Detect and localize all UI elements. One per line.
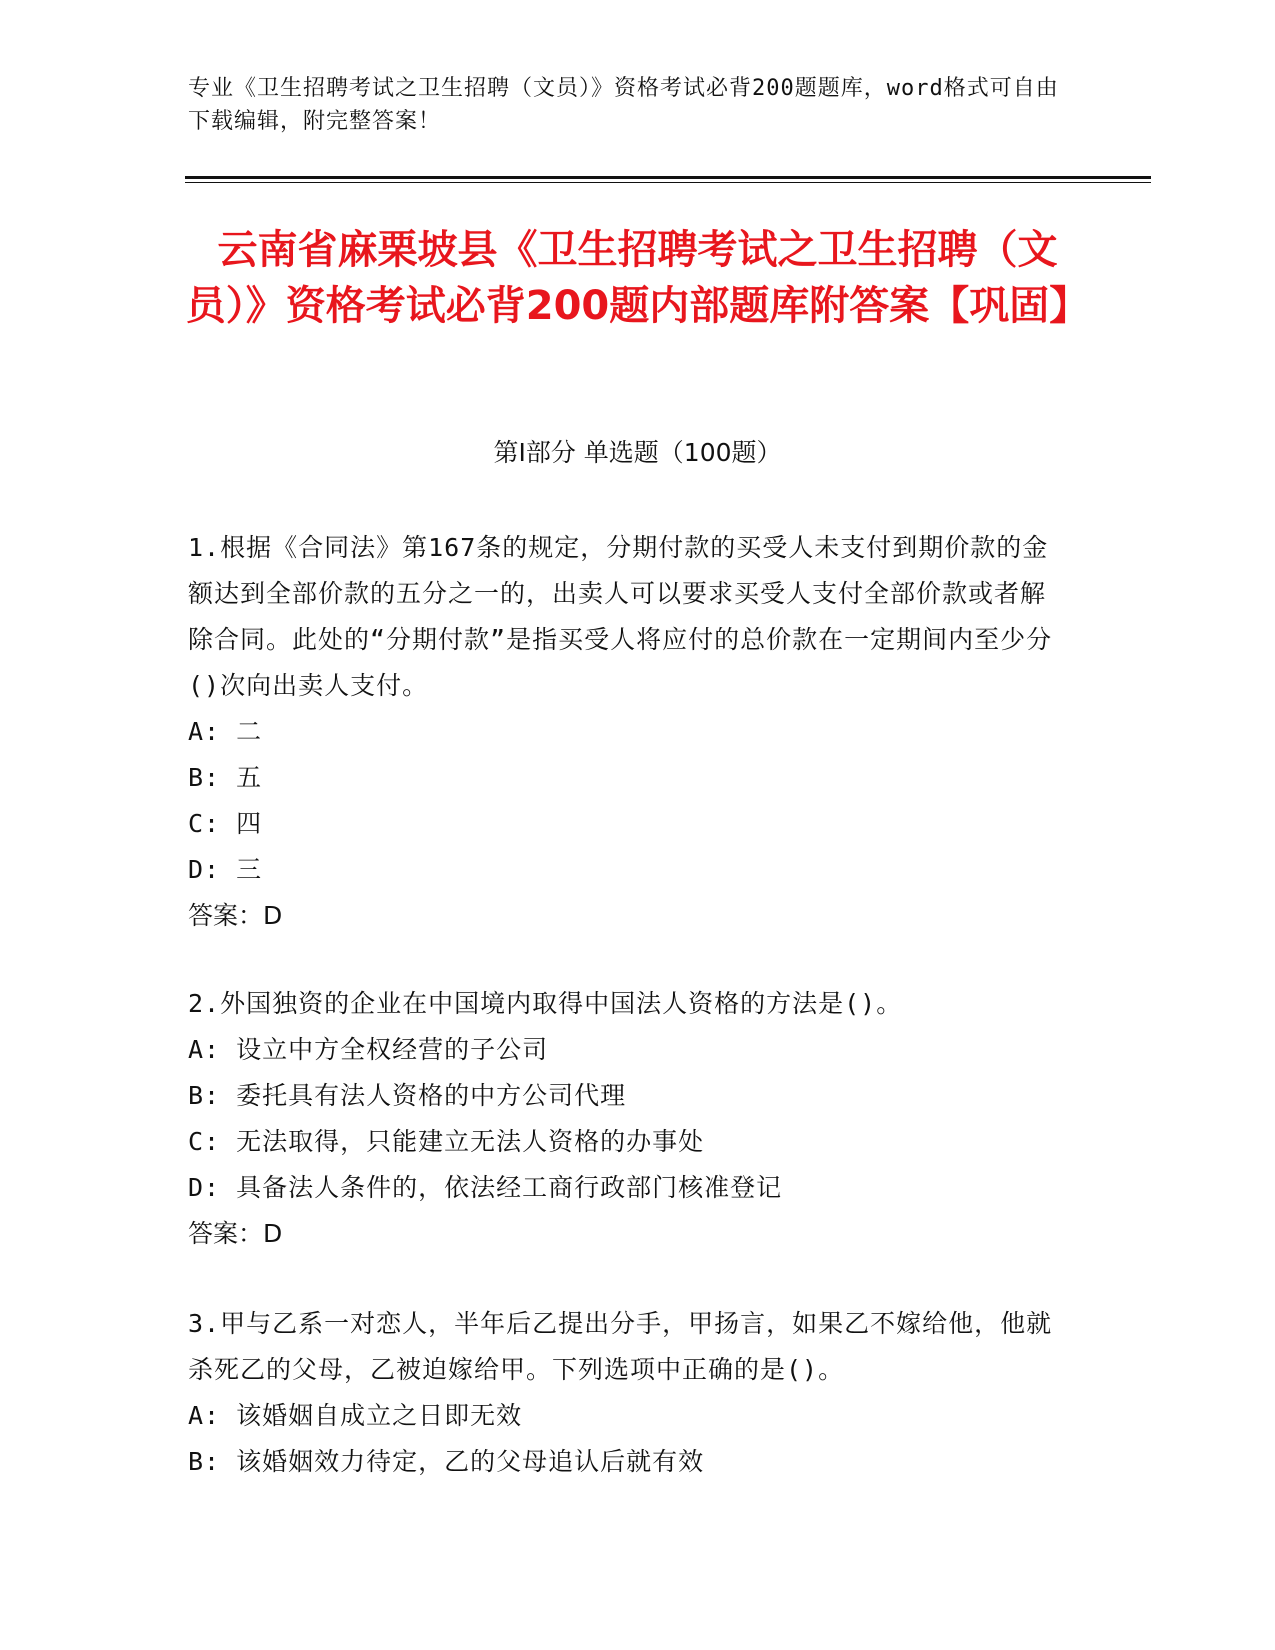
option-b: B: 该婚姻效力待定，乙的父母追认后就有效 <box>188 1447 705 1476</box>
option-a: A: 二 <box>188 717 263 746</box>
header-rule-thin <box>185 182 1151 183</box>
question-2 <box>188 981 1068 1257</box>
option-d: D: 具备法人条件的，依法经工商行政部门核准登记 <box>188 1173 783 1202</box>
option-a: A: 设立中方全权经营的子公司 <box>188 1035 549 1064</box>
page-title: 云南省麻栗坡县《卫生招聘考试之卫生招聘（文员）》资格考试必背200题内部题库附答案【巩固】 <box>185 227 1090 329</box>
option-c: C: 四 <box>188 809 263 838</box>
header-note: 专业《卫生招聘考试之卫生招聘（文员）》资格考试必背200题题库，word格式可自由下载编辑，附完整答案！ <box>188 76 1059 134</box>
question-3 <box>188 1301 1068 1485</box>
question-1 <box>188 525 1068 939</box>
answer: 答案：D <box>188 1219 283 1248</box>
question-stem: 2.外国独资的企业在中国境内取得中国法人资格的方法是()。 <box>188 989 903 1018</box>
option-d: D: 三 <box>188 855 263 884</box>
answer: 答案：D <box>188 901 283 930</box>
question-stem: 3.甲与乙系一对恋人，半年后乙提出分手，甲扬言，如果乙不嫁给他，他就杀死乙的父母，乙被迫嫁给甲。下列选项中正确的是()。 <box>188 1309 1053 1384</box>
option-b: B: 委托具有法人资格的中方公司代理 <box>188 1081 627 1110</box>
option-a: A: 该婚姻自成立之日即无效 <box>188 1401 523 1430</box>
option-c: C: 无法取得，只能建立无法人资格的办事处 <box>188 1127 705 1156</box>
section-heading: 第Ⅰ部分 单选题（100题） <box>493 438 782 467</box>
header-rule-thick <box>185 176 1151 179</box>
option-b: B: 五 <box>188 763 263 792</box>
question-stem: 1.根据《合同法》第167条的规定，分期付款的买受人未支付到期价款的金额达到全部价款的五分之一的，出卖人可以要求买受人支付全部价款或者解除合同。此处的“分期付款”是指买受人将应付的总价款在一定期间内至少分()次向出卖人支付。 <box>188 533 1053 700</box>
